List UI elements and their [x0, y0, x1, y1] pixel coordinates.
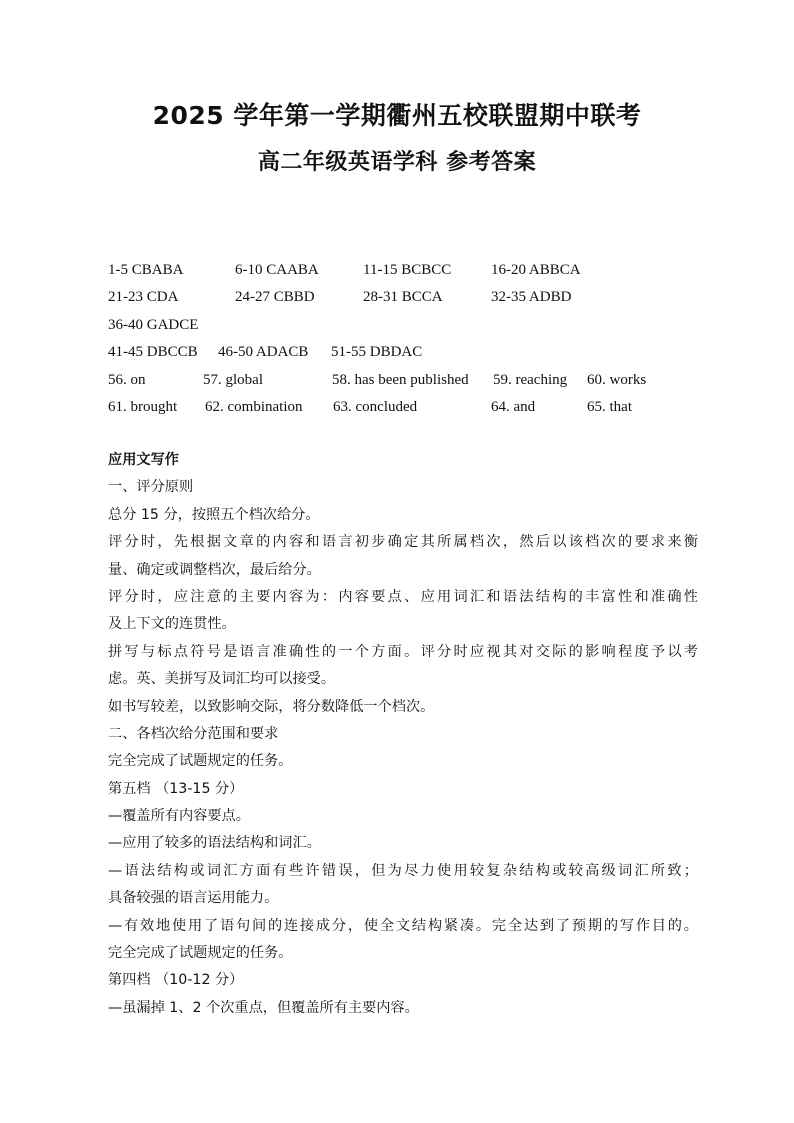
rubric-line: 评分时，先根据文章的内容和语言初步确定其所属档次，然后以该档次的要求来衡: [108, 534, 698, 551]
rubric-criterion: —虽漏掉 1、2 个次重点，但覆盖所有主要内容。: [108, 999, 419, 1016]
rubric-heading: 二、各档次给分范围和要求: [108, 725, 279, 742]
rubric-line: 及上下文的连贯性。: [108, 616, 236, 633]
answer-row: [108, 372, 728, 399]
rubric-line: 虑。英、美拼写及词汇均可以接受。: [108, 671, 336, 688]
answer-group: 41-45 DBCCB: [108, 344, 198, 361]
answer-list: [108, 262, 728, 426]
answer-group: 32-35 ADBD: [491, 289, 572, 306]
rubric-criterion: —语法结构或词汇方面有些许错误，但为尽力使用较复杂结构或较高级词汇所致；: [108, 862, 698, 879]
rubric-line: 如书写较差，以致影响交际，将分数降低一个档次。: [108, 698, 435, 715]
page-title: 2025 学年第一学期衢州五校联盟期中联考: [152, 101, 642, 130]
answer-row: [108, 317, 728, 344]
answer-group: 11-15 BCBCC: [363, 262, 452, 278]
rubric-line: 评分时，应注意的主要内容为：内容要点、应用词汇和语法结构的丰富性和准确性: [108, 588, 698, 605]
answer-item: 63. concluded: [333, 398, 418, 415]
answer-group: 21-23 CDA: [108, 289, 179, 306]
rubric-line: 具备较强的语言运用能力。: [108, 890, 279, 907]
answer-group: 24-27 CBBD: [235, 289, 315, 306]
rubric-heading: 一、评分原则: [108, 479, 194, 496]
answer-item: 62. combination: [205, 398, 303, 415]
answer-item: 65. that: [587, 398, 632, 415]
rubric-criterion: —覆盖所有内容要点。: [108, 808, 250, 825]
rubric-line: 总分 15 分，按照五个档次给分。: [108, 506, 320, 523]
answer-item: 58. has been published: [332, 371, 469, 388]
answer-row: [108, 289, 728, 316]
answer-row: [108, 262, 728, 289]
answer-item: 59. reaching: [493, 371, 568, 388]
writing-rubric: [108, 447, 698, 1022]
rubric-line: 拼写与标点符号是语言准确性的一个方面。评分时应视其对交际的影响程度予以考: [108, 643, 698, 660]
rubric-line: 完全完成了试题规定的任务。: [108, 945, 293, 962]
page-subtitle: 高二年级英语学科 参考答案: [257, 150, 537, 175]
answer-group: 46-50 ADACB: [218, 344, 309, 361]
answer-row: [108, 399, 728, 426]
rubric-criterion: —有效地使用了语句间的连接成分，使全文结构紧凑。完全达到了预期的写作目的。: [108, 917, 698, 934]
answer-group: 28-31 BCCA: [363, 289, 443, 306]
answer-item: 56. on: [108, 371, 146, 388]
grade-band-title: 第五档 （13-15 分）: [108, 780, 244, 797]
rubric-criterion: —应用了较多的语法结构和词汇。: [108, 835, 321, 852]
answer-group: 6-10 CAABA: [235, 262, 319, 278]
answer-item: 57. global: [203, 371, 263, 388]
answer-group: 1-5 CBABA: [108, 262, 184, 278]
answer-item: 64. and: [491, 398, 536, 415]
answer-row: [108, 344, 728, 371]
answer-group: 51-55 DBDAC: [331, 344, 423, 361]
answer-item: 60. works: [587, 371, 647, 388]
rubric-line: 量、确定或调整档次，最后给分。: [108, 561, 321, 578]
answer-group: 36-40 GADCE: [108, 316, 199, 333]
grade-band-title: 第四档 （10-12 分）: [108, 972, 244, 989]
section-heading: 应用文写作: [108, 452, 179, 468]
answer-item: 61. brought: [108, 398, 178, 415]
answer-group: 16-20 ABBCA: [491, 262, 581, 278]
rubric-line: 完全完成了试题规定的任务。: [108, 753, 293, 770]
